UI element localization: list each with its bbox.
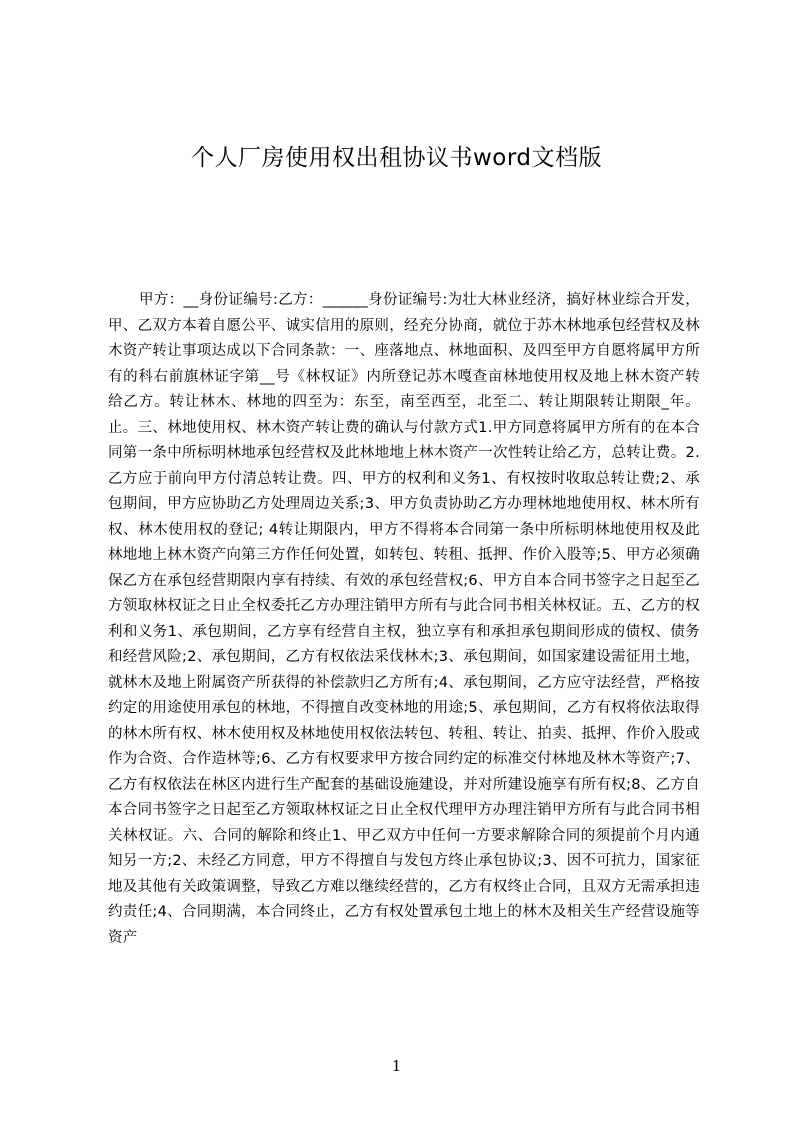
document-body-paragraph: 甲方：__身份证编号:乙方：______身份证编号:为壮大林业经济，搞好林业综合开发，甲、乙双方本着自愿公平、诚实信用的原则，经充分协商，就位于苏木林地承包经营权及林木资产转让事项达成以下合同条款：一、座落地点、林地面积、及四至甲方自愿将属甲方所有的科右前旗林证字第__号《林权证》内所登记苏木嘎查亩林地使用权及地上林木资产转给乙方。转让林木、林地的四至为：东至，南至西至，北至二、转让期限转让期限_年。止。三、林地使用权、林木资产转让费的确认与付款方式1.甲方同意将属甲方所有的在本合同第一条中所标明林地承包经营权及此林地地上林木资产一次性转让给乙方，总转让费。2.乙方应于前向甲方付清总转让费。四、甲方的权利和义务1、有权按时收取总转让费;2、承包期间，甲方应协助乙方处理周边关系;3、甲方负责协助乙方办理林地地使用权、林木所有权、林木使用权的登记; 4转让期限内，甲方不得将本合同第一条中所标明林地使用权及此林地地上林木资产向第三方作任何处置，如转包、转租、抵押、作价入股等;5、甲方必须确保乙方在承包经营期限内享有持续、有效的承包经营权;6、甲方自本合同书签字之日起至乙方领取林权证之日止全权委托乙方办理注销甲方所有与此合同书相关林权证。五、乙方的权利和义务1、承包期间，乙方享有经营自主权，独立享有和承担承包期间形成的债权、债务和经营风险;2、承包期间，乙方有权依法采伐林木;3、承包期间，如国家建设需征用土地，就林木及地上附属资产所获得的补偿款归乙方所有;4、承包期间，乙方应守法经营，严格按约定的用途使用承包的林地，不得擅自改变林地的用途;5、承包期间，乙方有权将依法取得的林木所有权、林木使用权及林地使用权依法转包、转租、转让、拍卖、抵押、作价入股或作为合资、合作造林等;6、乙方有权要求甲方按合同约定的标准交付林地及林木等资产;7、乙方有权依法在林区内进行生产配套的基础设施建设，并对所建设施享有所有权;8、乙方自本合同书签字之日起至乙方领取林权证之日止全权代理甲方办理注销甲方所有与此合同书相关林权证。六、合同的解除和终止1、甲乙双方中任何一方要求解除合同的须提前个月内通知另一方;2、未经乙方同意，甲方不得擅自与发包方终止承包协议;3、因不可抗力，国家征地及其他有关政策调整，导致乙方难以继续经营的，乙方有权终止合同，且双方无需承担违约责任;4、合同期满，本合同终止，乙方有权处置承包土地上的林木及相关生产经营设施等资产 <box>108 292 700 946</box>
document-title: 个人厂房使用权出租协议书word文档版 <box>190 145 603 171</box>
page-number: 1 <box>391 1057 402 1075</box>
